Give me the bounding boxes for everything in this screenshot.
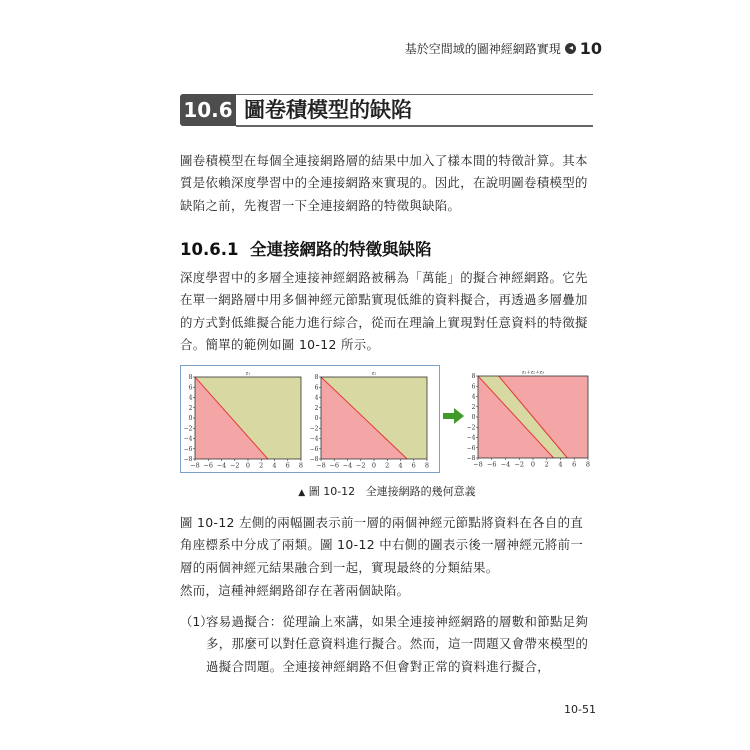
plot-3-xtick-label: −8 bbox=[473, 460, 483, 469]
plot-3-ytick-label: 6 bbox=[471, 383, 476, 391]
figure-left-frame bbox=[180, 365, 440, 473]
plot-2-xtick-label: −6 bbox=[329, 461, 340, 470]
plot-2-ytick-label: 0 bbox=[314, 415, 319, 422]
plot-1-xtick-label: −8 bbox=[190, 461, 200, 470]
paragraph-2: 圖 10-12 左側的兩幅圖表示前一層的兩個神經元節點將資料在各自的直角座標系中分成了兩類。圖 10-12 中右側的圖表示後一層神經元將前一層的兩個神經元結果融合到一起，實現最終的分類結果。 bbox=[180, 515, 584, 575]
plot-2 bbox=[310, 371, 429, 470]
plot-1-ytick-label: −6 bbox=[183, 445, 193, 453]
plot-2-ytick-label: 8 bbox=[314, 374, 319, 381]
plot-2-xtick-label: 4 bbox=[398, 461, 403, 470]
running-title: 基於空間域的圖神經網路實現 bbox=[404, 42, 561, 56]
plot-2-xtick-label: −2 bbox=[355, 461, 366, 470]
plot-2-title: z₂ bbox=[371, 370, 377, 377]
plot-1-xtick-label: 4 bbox=[272, 461, 277, 470]
plot-3-xtick-label: 4 bbox=[558, 460, 563, 469]
plot-3-xtick-label: 8 bbox=[585, 460, 591, 469]
plot-2-xtick-label: 2 bbox=[385, 461, 390, 470]
plot-3-ytick-label: 4 bbox=[471, 393, 476, 401]
chapter-number: 10 bbox=[579, 39, 602, 58]
plot-1-xtick-label: −6 bbox=[203, 461, 214, 470]
list-item-1-number: （1） bbox=[180, 614, 213, 629]
page-number: 10-51 bbox=[564, 703, 596, 716]
plot-2-xtick-label: 8 bbox=[424, 461, 430, 470]
chapter-marker-icon bbox=[565, 43, 576, 54]
section-rule-bottom bbox=[236, 125, 593, 127]
plot-3 bbox=[467, 370, 590, 469]
paragraph-3: 然而，這種神經網路卻存在著兩個缺陷。 bbox=[180, 583, 410, 598]
plot-1-xtick-label: 8 bbox=[298, 461, 304, 470]
plot-2-ytick-label: 4 bbox=[314, 394, 319, 402]
plot-3-ytick-label: −6 bbox=[466, 444, 476, 452]
plot-3-xtick-label: 6 bbox=[572, 460, 577, 469]
section-number-badge: 10.6 bbox=[180, 94, 236, 126]
plot-1-ytick-label: −2 bbox=[183, 425, 193, 433]
plot-1-xtick-label: −2 bbox=[229, 461, 240, 470]
plot-2-xtick-label: −4 bbox=[342, 461, 353, 470]
green-right-arrow-icon bbox=[443, 408, 465, 424]
plot-2-ytick-label: −6 bbox=[309, 445, 319, 453]
plot-2-ytick-label: −2 bbox=[309, 425, 319, 433]
plot-2-ytick-label: 2 bbox=[314, 404, 319, 412]
paragraph-1: 深度學習中的多層全連接神經網路被稱為「萬能」的擬合神經網路。它先在單一網路層中用多個神經元節點實現低維的資料擬合，再透過多層疊加的方式對低維擬合能力進行綜合，從而在理論上實現對任意資料的特徵擬合。簡單的範例如圖 10-12 所示。 bbox=[180, 270, 588, 353]
plot-2-xtick-label: 0 bbox=[371, 461, 377, 470]
plot-3-title: z₁+z₂+z₃ bbox=[521, 369, 545, 376]
plot-3-xtick-label: −6 bbox=[486, 460, 497, 469]
figure-caption bbox=[180, 483, 594, 499]
plot-1-xtick-label: −4 bbox=[216, 461, 227, 470]
plot-3-ytick-label: −2 bbox=[466, 424, 476, 432]
plot-3-ytick-label: 8 bbox=[471, 373, 476, 380]
right-plot-svg bbox=[466, 365, 598, 471]
plot-1-ytick-label: 2 bbox=[188, 404, 193, 412]
section-title: 圖卷積模型的缺陷 bbox=[244, 98, 412, 122]
caption-marker: ▲ bbox=[298, 488, 306, 498]
caption-label: 圖 10-12 bbox=[308, 485, 356, 498]
plot-2-ytick-label: 6 bbox=[314, 384, 319, 392]
plot-2-xtick-label: −8 bbox=[316, 461, 326, 470]
section-heading bbox=[180, 94, 593, 128]
plot-1 bbox=[184, 371, 303, 470]
plot-3-xtick-label: −4 bbox=[500, 460, 511, 469]
subsection-title: 全連接網路的特徵與缺陷 bbox=[249, 240, 432, 259]
plot-2-xtick-label: 6 bbox=[411, 461, 416, 470]
plot-3-ytick-label: 2 bbox=[471, 403, 476, 411]
plot-3-xtick-label: 0 bbox=[530, 460, 536, 469]
figure-right bbox=[466, 365, 598, 471]
plot-3-ytick-label: 0 bbox=[471, 414, 476, 421]
plot-1-xtick-label: 6 bbox=[285, 461, 290, 470]
plot-1-ytick-label: 8 bbox=[188, 374, 193, 381]
plot-1-xtick-label: 0 bbox=[245, 461, 251, 470]
subsection-number: 10.6.1 bbox=[180, 240, 239, 259]
plot-3-ytick-label: −4 bbox=[466, 434, 476, 442]
plot-1-ytick-label: −4 bbox=[183, 435, 193, 443]
plot-1-ytick-label: 4 bbox=[188, 394, 193, 402]
intro-paragraph: 圖卷積模型在每個全連接網路層的結果中加入了樣本間的特徵計算。其本質是依賴深度學習中的全連接網路來實現的。因此，在說明圖卷積模型的缺陷之前，先複習一下全連接網路的特徵與缺陷。 bbox=[180, 153, 588, 213]
plot-1-ytick-label: 0 bbox=[188, 415, 193, 422]
plot-1-ytick-label: −8 bbox=[183, 456, 193, 463]
subsection-heading bbox=[180, 236, 431, 260]
caption-text: 全連接網路的幾何意義 bbox=[365, 485, 476, 498]
plot-1-ytick-label: 6 bbox=[188, 384, 193, 392]
plot-3-xtick-label: 2 bbox=[544, 460, 549, 469]
plot-1-xtick-label: 2 bbox=[259, 461, 264, 470]
plot-3-xtick-label: −2 bbox=[514, 460, 525, 469]
list-item-1-text: 容易過擬合：從理論上來講，如果全連接神經網路的層數和節點足夠多，那麼可以對任意資料進行擬合。然而，這一問題又會帶來模型的過擬合問題。全連接神經網路不但會對正常的資料進行擬合， bbox=[206, 614, 589, 674]
plot-2-ytick-label: −4 bbox=[309, 435, 319, 443]
plot-3-ytick-label: −8 bbox=[466, 455, 476, 462]
running-head bbox=[390, 39, 602, 58]
left-plots-svg bbox=[181, 366, 439, 472]
plot-1-title: z₁ bbox=[245, 370, 251, 377]
plot-2-ytick-label: −8 bbox=[309, 456, 319, 463]
